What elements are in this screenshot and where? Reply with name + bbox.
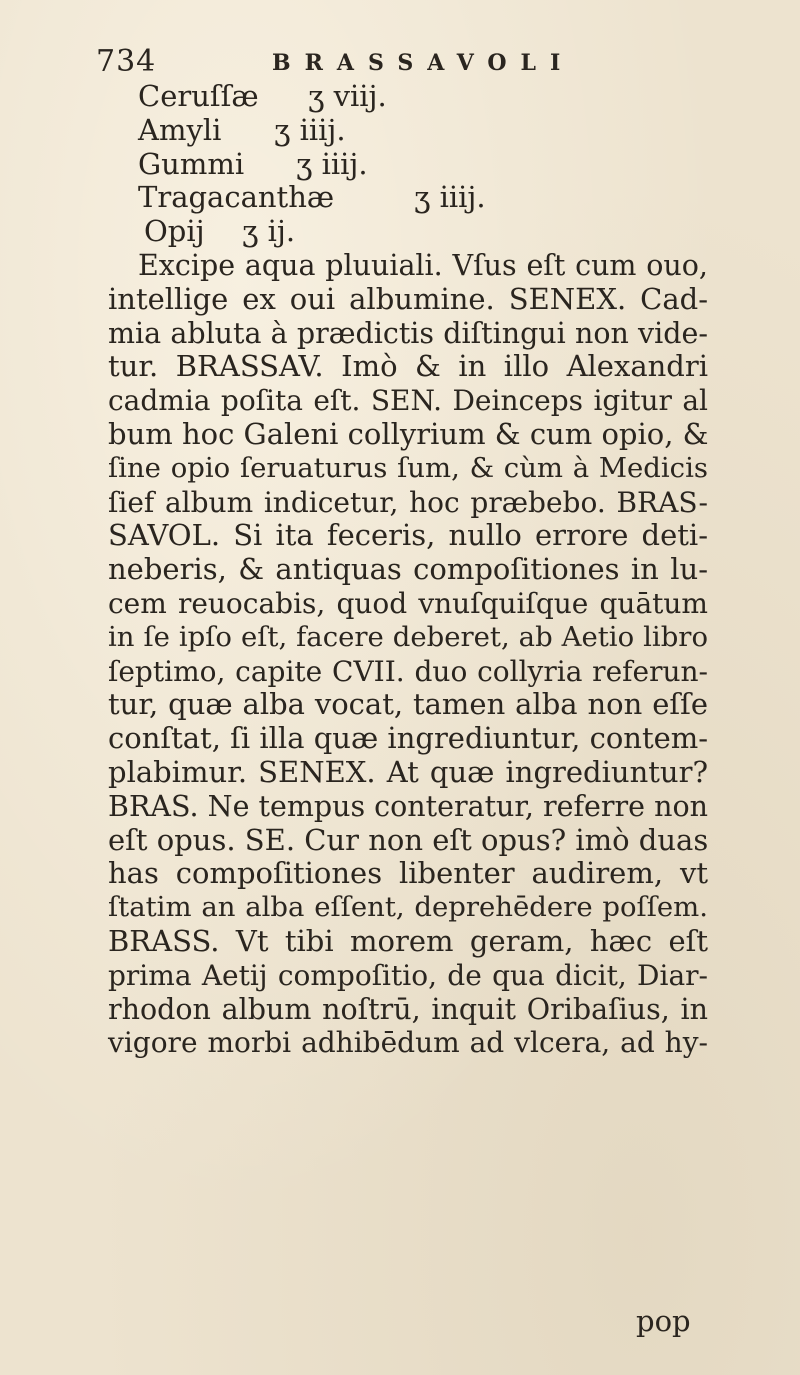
text-line: bum hoc Galeni collyrium & cum opio, & (108, 416, 709, 451)
text-line: cem reuocabis, quod vnuſquiſque quātum (108, 586, 708, 620)
ingredient-name: Amyli (138, 112, 222, 147)
text-line: has compoſitiones libenter audirem, vt (108, 856, 708, 891)
text-line: ſtatim an alba eſſent, deprehēdere poſſem. (108, 891, 708, 924)
text-line: prima Aetij compoſitio, de qua dicit, Diar- (108, 958, 708, 992)
ingredient-item (138, 181, 708, 215)
text-line: conſtat, ſi illa quæ ingrediuntur, contem- (108, 721, 709, 756)
text-line: ſief album indicetur, hoc præbebo. BRAS- (108, 485, 708, 519)
page-body (108, 80, 708, 1060)
ingredient-item (138, 114, 708, 148)
text-line: in ſe ipſo eſt, facere deberet, ab Aetio libro (108, 620, 708, 653)
ingredient-dose: ʒ ij. (242, 214, 296, 249)
ingredient-name: Gummi (138, 146, 245, 181)
text-line: eſt opus. SE. Cur non eſt opus? imò duas (108, 822, 709, 857)
ingredient-name: Opij (144, 214, 205, 249)
text-line: BRASS. Vt tibi morem geram, hæc eſt (108, 923, 708, 958)
ingredient-name: Ceruſſæ (138, 79, 259, 113)
text-line: cadmia poſita eſt. SEN. Deinceps igitur al (108, 384, 708, 418)
text-line: vigore morbi adhibēdum ad vlcera, ad hy- (108, 1026, 708, 1060)
text-line: rhodon album noſtrū, inquit Oribaſius, in (108, 992, 708, 1026)
text-block (108, 249, 708, 1060)
text-line: intellige ex oui albumine. SENEX. Cad- (108, 281, 708, 316)
text-line: tur, quæ alba vocat, tamen alba non eſſe (108, 687, 708, 722)
text-line: tur. BRASSAV. Imò & in illo Alexandri (108, 349, 708, 384)
text-line: BRAS. Ne tempus conteratur, referre non (108, 789, 708, 823)
text-line: ſeptimo, capite CVII. duo collyria referun- (108, 654, 708, 688)
catchword: pop (636, 1304, 691, 1338)
text-line: mia abluta à prædictis diſtingui non vide- (108, 316, 708, 350)
ingredient-item (138, 80, 708, 114)
text-line: plabimur. SENEX. At quæ ingrediuntur? (108, 754, 708, 789)
running-head: BRASSAVOLI (272, 50, 575, 76)
ingredient-dose: ʒ iiij. (296, 146, 368, 181)
text-line: neberis, & antiquas compoſitiones in lu- (108, 552, 708, 587)
ingredient-name: Tragacanthæ (138, 180, 335, 215)
page-header (96, 44, 696, 84)
ingredient-dose: ʒ iiij. (274, 112, 346, 147)
text-line: SAVOL. Si ita feceris, nullo errore deti- (108, 518, 708, 553)
ingredient-dose: ʒ iiij. (414, 180, 486, 215)
ingredient-item (138, 148, 708, 182)
ingredient-list (138, 80, 708, 249)
page-number: 734 (96, 44, 157, 79)
ingredient-item (138, 215, 708, 249)
text-line: ſine opio ſeruaturus ſum, & cùm à Medicis (108, 451, 708, 484)
text-line: Excipe aqua pluuiali. Vſus eſt cum ouo, (138, 248, 708, 282)
ingredient-dose: ʒ viij. (308, 79, 387, 113)
